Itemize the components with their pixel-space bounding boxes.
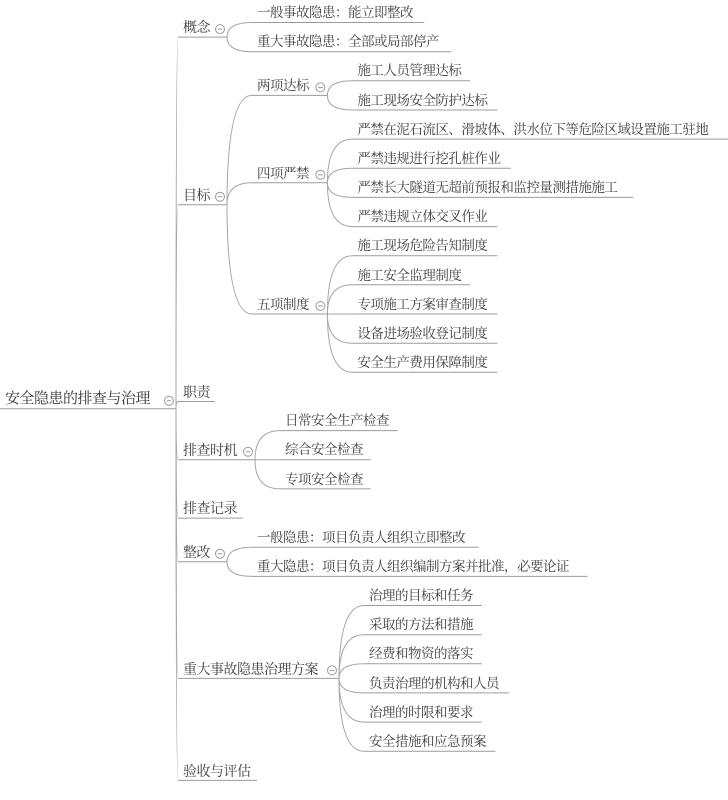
mindmap-node-label[interactable]: 采取的方法和措施 bbox=[369, 617, 473, 633]
connector-line bbox=[227, 183, 252, 205]
connector-line bbox=[339, 635, 364, 679]
mindmap-node-label[interactable]: 重大事故隐患：全部或局部停产 bbox=[257, 34, 439, 50]
mindmap-node-label[interactable]: 严禁在泥石流区、滑坡体、洪水位下等危险区域设置施工驻地 bbox=[357, 121, 709, 137]
mindmap-node-label[interactable]: 重大隐患：项目负责人组织编制方案并批准，必要论证 bbox=[257, 559, 569, 574]
mindmap-node-label[interactable]: 安全生产费用保障制度 bbox=[357, 354, 488, 370]
mindmap-node-label[interactable]: 经费和物资的落实 bbox=[369, 646, 473, 662]
mindmap-node-label[interactable]: 施工现场安全防护达标 bbox=[357, 92, 488, 108]
connector-line bbox=[227, 37, 252, 52]
mindmap-node-label[interactable]: 职责 bbox=[183, 383, 210, 400]
mindmap-node-label[interactable]: 整改 bbox=[183, 544, 210, 561]
mindmap-node-label[interactable]: 验收与评估 bbox=[183, 762, 251, 779]
mindmap-node-label[interactable]: 两项达标 bbox=[257, 78, 309, 93]
mindmap-node-label[interactable]: 专项安全检查 bbox=[285, 471, 363, 487]
mindmap-node-label[interactable]: 综合安全检查 bbox=[285, 442, 363, 458]
connector-line bbox=[339, 678, 364, 722]
mindmap-node-label[interactable]: 专项施工方案审查制度 bbox=[357, 296, 488, 312]
connector-line bbox=[327, 139, 352, 183]
mindmap-node-label[interactable]: 日常安全生产检查 bbox=[285, 413, 389, 429]
connector-line bbox=[339, 678, 364, 693]
mindmap-node-label[interactable]: 设备进场验收登记制度 bbox=[357, 325, 488, 341]
mindmap-node-label[interactable]: 严禁违规进行挖孔桩作业 bbox=[357, 150, 501, 166]
mindmap-node-label[interactable]: 排查时机 bbox=[183, 442, 237, 459]
mindmap-node-label[interactable]: 治理的时限和要求 bbox=[369, 704, 473, 720]
mindmap-node-label[interactable]: 目标 bbox=[183, 187, 210, 203]
connector-line bbox=[327, 314, 352, 343]
connector-line bbox=[327, 168, 352, 183]
mindmap-root-label[interactable]: 安全隐患的排查与治理 bbox=[5, 390, 151, 408]
connector-line bbox=[176, 402, 178, 409]
connector-line bbox=[339, 606, 364, 679]
mindmap-node-label[interactable]: 治理的目标和任务 bbox=[369, 588, 473, 604]
mindmap-node-label[interactable]: 一般事故隐患：能立即整改 bbox=[257, 5, 413, 21]
mindmap-node-label[interactable]: 一般隐患：项目负责人组织立即整改 bbox=[257, 529, 465, 545]
mindmap-node-label[interactable]: 严禁长大隧道无超前预报和监控量测措施施工 bbox=[357, 180, 618, 195]
mindmap-node-label[interactable]: 严禁违规立体交叉作业 bbox=[357, 209, 488, 225]
connector-line bbox=[327, 183, 352, 227]
connector-line bbox=[227, 547, 252, 562]
connector-line bbox=[227, 95, 252, 204]
connector-line bbox=[339, 664, 364, 679]
mindmap-node-label[interactable]: 施工人员管理达标 bbox=[357, 63, 462, 79]
connector-line bbox=[339, 678, 364, 751]
mindmap-node-label[interactable]: 排查记录 bbox=[183, 500, 237, 517]
connector-line bbox=[327, 81, 352, 96]
mindmap-node-label[interactable]: 安全措施和应急预案 bbox=[369, 733, 486, 749]
connector-line bbox=[327, 183, 352, 198]
mindmap-node-label[interactable]: 施工安全监理制度 bbox=[357, 267, 462, 283]
mindmap-node-label[interactable]: 五项制度 bbox=[257, 296, 309, 312]
connector-line bbox=[255, 460, 280, 489]
connector-line bbox=[327, 285, 352, 314]
mindmap-node-label[interactable]: 重大事故隐患治理方案 bbox=[183, 660, 318, 677]
connector-line bbox=[227, 205, 252, 314]
connector-line bbox=[227, 562, 252, 577]
mindmap-node-label[interactable]: 施工现场危险告知制度 bbox=[357, 238, 488, 254]
mindmap-node-label[interactable]: 概念 bbox=[183, 19, 210, 36]
connector-line bbox=[327, 95, 352, 110]
connector-line bbox=[227, 23, 252, 38]
mindmap-node-label[interactable]: 四项严禁 bbox=[257, 165, 309, 181]
connector-line bbox=[255, 431, 280, 460]
connector-line bbox=[176, 409, 178, 781]
mindmap-node-label[interactable]: 负责治理的机构和人员 bbox=[369, 675, 499, 691]
